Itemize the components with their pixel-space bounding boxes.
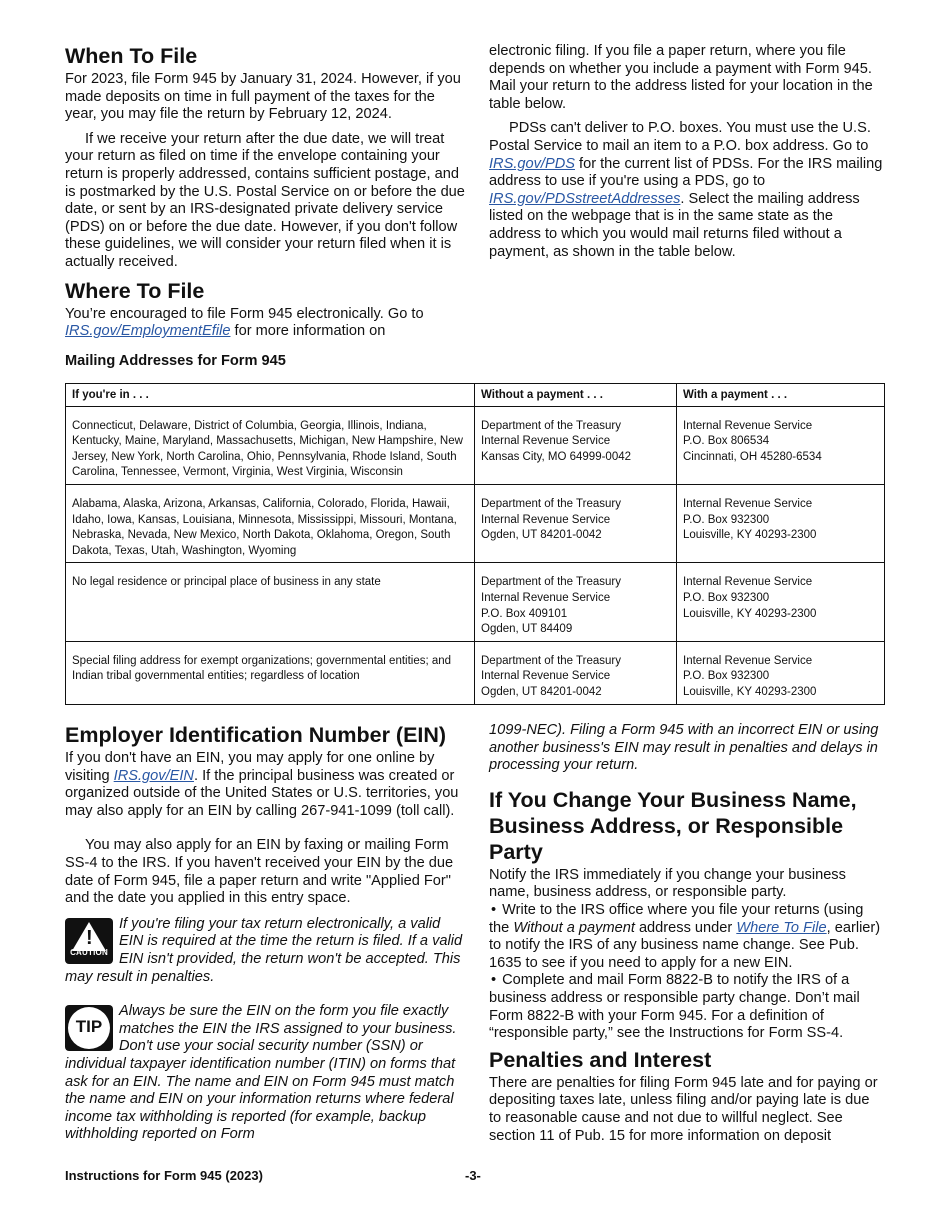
with-payment-address-cell — [677, 406, 885, 484]
caution-label: CAUTION — [70, 948, 108, 958]
footer-title: Instructions for Form 945 (2023) — [65, 1168, 263, 1183]
irs-pds-link[interactable]: IRS.gov/PDS — [489, 155, 575, 172]
caution-note — [65, 916, 465, 986]
list-item — [489, 902, 885, 972]
bullet1-text-a: Write to the IRS office where you file your returns (using the — [489, 901, 864, 936]
where-to-file-p1-text-b: for more information on — [230, 323, 386, 340]
ein-heading: Employer Identification Number (EIN) — [65, 723, 447, 747]
without-payment-address-cell — [475, 641, 677, 704]
ein-p2: You may also apply for an EIN by faxing or mailing Form SS-4 to the IRS. If you haven't received your EIN by the due date of Form 945, file a paper return and write "Applied For" and the date you applied in this entry space. — [65, 837, 454, 907]
without-payment-address-cell — [475, 406, 677, 484]
address-line: P.O. Box 932300 — [683, 670, 770, 683]
tip-label: TIP — [75, 1017, 103, 1037]
address-line: P.O. Box 932300 — [683, 513, 770, 526]
where-to-file-p1 — [65, 306, 465, 341]
where-to-file-link[interactable]: Where To File — [736, 919, 827, 936]
location-cell: Connecticut, Delaware, District of Columbia, Georgia, Illinois, Indiana, Kentucky, Maine, Maryland, Massachusetts, Michigan, New Hampshire, New Jersey, New York, North Carolina, Ohio, Pennsylvania, Rhode Island, South Carolina, Tennessee, Vermont, Virginia, West Virginia, Wisconsin — [66, 406, 475, 484]
ein-p1-text-b: . If the principal business was created or organized outside of the United States or U.S. territories, you may also apply for an EIN by calling 267-941-1099 (toll call). — [65, 767, 459, 819]
tip-text: Always be sure the EIN on the form you file exactly matches the EIN the IRS assigned to your business. Don't use your social security number (SSN) or individual taxpayer identification number (ITIN) on forms that ask for an EIN. The name and EIN on Form 945 must match the name and EIN on your information returns where federal income tax withholding is reported (for example, backup withholding reported on Form — [65, 1003, 457, 1143]
address-line: Internal Revenue Service — [481, 435, 611, 448]
address-line: Department of the Treasury — [481, 419, 621, 432]
change-business-heading: If You Change Your Business Name, Business Address, or Responsible Party — [489, 787, 857, 864]
address-line: Louisville, KY 40293-2300 — [683, 607, 817, 620]
left-column-bottom — [65, 722, 465, 1144]
with-payment-address-cell — [677, 641, 885, 704]
address-line: P.O. Box 409101 — [481, 607, 568, 620]
address-line: Internal Revenue Service — [683, 576, 813, 589]
pds-street-addresses-link[interactable]: IRS.gov/PDSstreetAddresses — [489, 190, 681, 207]
change-business-intro: Notify the IRS immediately if you change your business name, business address, or responsible party. — [489, 866, 846, 901]
bullet1-text-b: address under — [634, 919, 737, 936]
without-payment-address-cell — [475, 563, 677, 641]
address-line: Internal Revenue Service — [683, 497, 813, 510]
employment-efile-link[interactable]: IRS.gov/EmploymentEfile — [65, 323, 231, 340]
exclamation-mark: ! — [86, 926, 93, 949]
when-to-file-p1: For 2023, file Form 945 by January 31, 2024. However, if you made deposits on time in full payment of the taxes for the year, you may file the return by February 12, 2024. — [65, 71, 461, 123]
ein-p1 — [65, 750, 465, 820]
column-header-without-payment: Without a payment . . . — [475, 384, 677, 407]
address-line: Department of the Treasury — [481, 497, 621, 510]
pds-text-b: for the current list of PDSs. For the IRS mailing address to use if you're using a PDS, go to — [489, 155, 883, 190]
address-line: Internal Revenue Service — [481, 591, 611, 604]
when-to-file-p2: If we receive your return after the due date, we will treat your return as filed on time if the envelope containing your return is properly addressed, contains sufficient postage, and is postmarked by the U.S. Postal Service on or before the due date, or sent by an IRS-designated private delivery service (PDS) on or before the due date. However, if you don't follow these guidelines, we will consider your return filed when it is actually received. — [65, 130, 465, 270]
address-line: Kansas City, MO 64999-0042 — [481, 450, 632, 463]
ein-p1-text-a: If you don't have an EIN, you may apply for one online by visiting — [65, 750, 435, 784]
address-line: Department of the Treasury — [481, 576, 621, 589]
tip-icon — [65, 1005, 113, 1051]
caution-text: If you're filing your tax return electronically, a valid EIN is required at the time the return is filed. If a valid EIN isn't provided, the return won't be accepted. This may result in penalties. — [65, 915, 463, 985]
penalties-heading: Penalties and Interest — [489, 1047, 712, 1072]
with-payment-address-cell — [677, 484, 885, 562]
tip-text-continued: 1099-NEC). Filing a Form 945 with an incorrect EIN or using another business's EIN may result in penalties and delays in processing your return. — [489, 722, 879, 774]
pds-text-a: PDSs can't deliver to P.O. boxes. You must use the U.S. Postal Service to mail an item to a P.O. box address. Go to — [489, 120, 871, 154]
mailing-table-title: Mailing Addresses for Form 945 — [65, 353, 286, 369]
right-column-top — [489, 43, 885, 261]
where-to-file-heading: Where To File — [65, 278, 205, 303]
table-row — [66, 641, 885, 704]
address-line: Louisville, KY 40293-2300 — [683, 529, 817, 542]
address-line: Internal Revenue Service — [481, 513, 611, 526]
address-line: P.O. Box 806534 — [683, 435, 770, 448]
location-cell: Special filing address for exempt organizations; governmental entities; and Indian tribal governmental entities; regardless of location — [66, 641, 475, 704]
without-payment-address-cell — [475, 484, 677, 562]
address-line: Internal Revenue Service — [683, 654, 813, 667]
bullet1-text-c: , earlier) to notify the IRS of any business name change. See Pub. 1635 to see if you need to apply for a new EIN. — [489, 919, 881, 971]
location-cell: Alabama, Alaska, Arizona, Arkansas, California, Colorado, Florida, Hawaii, Idaho, Iowa, Kansas, Louisiana, Minnesota, Mississippi, Missouri, Montana, Nebraska, Nevada, New Mexico, North Dakota, Oklahoma, Oregon, South Dakota, Texas, Utah, Washington, Wyoming — [66, 484, 475, 562]
penalties-p1: There are penalties for filing Form 945 late and for paying or depositing taxes late, unless filing and/or paying late is due to reasonable cause and not due to willful neglect. See section 11 of Pub. 15 for more information on deposit — [489, 1074, 878, 1144]
address-line: Internal Revenue Service — [683, 419, 813, 432]
address-line: P.O. Box 932300 — [683, 591, 770, 604]
location-cell: No legal residence or principal place of business in any state — [66, 563, 475, 641]
address-line: Ogden, UT 84409 — [481, 623, 573, 636]
address-line: Internal Revenue Service — [481, 670, 611, 683]
bullet1-italic: Without a payment — [513, 919, 635, 936]
bullet2-text: Complete and mail Form 8822-B to notify the IRS of a business address or responsible party change. Don’t mail Form 8822-B with your Form 945. For a definition of “responsible party,” see the Instructions for Form SS-4. — [489, 972, 860, 1042]
page-number: -3- — [465, 1168, 481, 1183]
tip-note — [65, 1003, 465, 1144]
table-row — [66, 406, 885, 484]
irs-ein-link[interactable]: IRS.gov/EIN — [113, 767, 194, 784]
list-item — [489, 972, 885, 1042]
mailing-addresses-table — [65, 383, 885, 705]
change-business-list — [489, 902, 885, 1043]
address-line: Department of the Treasury — [481, 654, 621, 667]
table-header-row — [66, 384, 885, 407]
where-to-file-p1-text: You’re encouraged to file Form 945 electronically. Go to — [65, 305, 424, 322]
address-line: Ogden, UT 84201-0042 — [481, 685, 602, 698]
table-row — [66, 484, 885, 562]
column-header-with-payment: With a payment . . . — [677, 384, 885, 407]
where-to-file-p1-continued: electronic filing. If you file a paper return, where you file depends on whether you include a payment with Form 945. Mail your return to the address listed for your location in the table below. — [489, 43, 873, 112]
pds-text-c: . Select the mailing address listed on the webpage that is in the same state as the address to which you would mail returns filed without a payment, as shown in the table below. — [489, 190, 860, 260]
caution-icon — [65, 918, 113, 964]
table-row — [66, 563, 885, 641]
table-body — [66, 406, 885, 704]
address-line: Cincinnati, OH 45280-6534 — [683, 450, 822, 463]
left-column-top — [65, 43, 465, 341]
where-to-file-p2 — [489, 120, 885, 261]
with-payment-address-cell — [677, 563, 885, 641]
right-column-bottom — [489, 722, 885, 1145]
address-line: Ogden, UT 84201-0042 — [481, 529, 602, 542]
when-to-file-heading: When To File — [65, 44, 198, 68]
column-header-location: If you're in . . . — [66, 384, 475, 407]
address-line: Louisville, KY 40293-2300 — [683, 685, 817, 698]
